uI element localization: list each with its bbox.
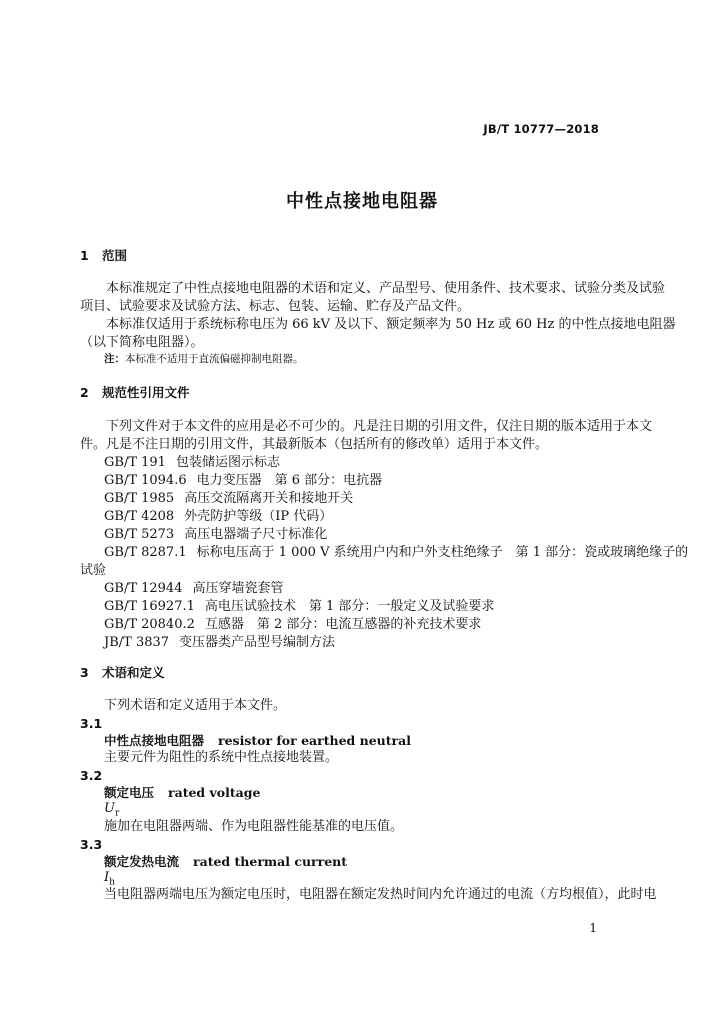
- term-name-en: resistor for earthed neutral: [218, 733, 411, 748]
- section-2-heading: [80, 384, 190, 402]
- reference-item: [104, 472, 382, 490]
- section-number: 1: [80, 248, 89, 263]
- term-name-en: rated voltage: [168, 785, 261, 800]
- reference-title: 高电压试验技术 第 1 部分：一般定义及试验要求: [204, 599, 495, 614]
- paragraph-line: 下列术语和定义适用于本文件。: [104, 698, 287, 713]
- reference-item: [104, 490, 353, 508]
- reference-code: GB/T 1094.6: [104, 473, 187, 488]
- section-note: [104, 352, 304, 367]
- reference-code: GB/T 12944: [104, 581, 183, 596]
- reference-item: [104, 580, 284, 598]
- reference-code: GB/T 1985: [104, 491, 175, 506]
- reference-title: 高压电器端子尺寸标准化: [184, 527, 328, 542]
- term-heading: [104, 732, 411, 750]
- note-text: 本标准不适用于直流偏磁抑制电阻器。: [125, 353, 304, 365]
- reference-title: 互感器 第 2 部分：电流互感器的补充技术要求: [204, 617, 482, 632]
- reference-title: 电力变压器 第 6 部分：电抗器: [196, 473, 383, 488]
- symbol-subscript: h: [109, 877, 115, 888]
- term-definition: 主要元件为阻性的系统中性点接地装置。: [104, 750, 339, 765]
- reference-code: JB/T 3837: [104, 635, 170, 650]
- reference-item: [104, 634, 335, 652]
- term-heading: [104, 784, 260, 802]
- term-number: 3.1: [80, 716, 103, 731]
- term-name-cn: 中性点接地电阻器: [104, 733, 205, 748]
- reference-title: 标称电压高于 1 000 V 系统用户内和户外支柱绝缘子 第 1 部分：瓷或玻璃绝缘子的: [196, 545, 689, 560]
- term-definition: 施加在电阻器两端、作为电阻器性能基准的电压值。: [104, 819, 404, 834]
- document-title: 中性点接地电阻器: [286, 191, 438, 212]
- section-3-heading: [80, 664, 165, 682]
- reference-code: GB/T 4208: [104, 509, 175, 524]
- reference-continuation: 试验: [80, 563, 107, 578]
- reference-item: [104, 544, 688, 562]
- standard-number: JB/T 10777—2018: [483, 122, 599, 136]
- reference-item: [104, 616, 481, 634]
- section-number: 3: [80, 665, 89, 680]
- paragraph-line: 下列文件对于本文件的应用是必不可少的。凡是注日期的引用文件，仅注日期的版本适用于本文: [106, 419, 653, 434]
- reference-item: [104, 508, 332, 526]
- term-heading: [104, 853, 347, 871]
- section-1-heading: [80, 247, 127, 265]
- page-number: 1: [589, 921, 597, 935]
- term-name-en: rated thermal current: [193, 854, 348, 869]
- reference-item: [104, 454, 280, 472]
- symbol-letter: I: [104, 870, 110, 885]
- reference-code: GB/T 20840.2: [104, 617, 195, 632]
- reference-title: 变压器类产品型号编制方法: [179, 635, 336, 650]
- reference-item: [104, 598, 494, 616]
- reference-code: GB/T 191: [104, 455, 166, 470]
- term-number: 3.3: [80, 837, 103, 852]
- reference-title: 高压穿墙瓷套管: [192, 581, 284, 596]
- term-name-cn: 额定发热电流: [104, 854, 180, 869]
- term-definition: 当电阻器两端电压为额定电压时，电阻器在额定发热时间内允许通过的电流（方均根值），此时电: [104, 887, 657, 902]
- note-label: 注：: [104, 353, 125, 365]
- reference-code: GB/T 16927.1: [104, 599, 195, 614]
- reference-title: 高压交流隔离开关和接地开关: [184, 491, 354, 506]
- section-number: 2: [80, 385, 89, 400]
- symbol-letter: U: [104, 801, 115, 816]
- reference-title: 外壳防护等级（IP 代码）: [184, 509, 333, 524]
- paragraph-line: 本标准仅适用于系统标称电压为 66 kV 及以下、额定频率为 50 Hz 或 60 Hz 的中性点接地电阻器: [106, 317, 676, 332]
- paragraph-line: 本标准规定了中性点接地电阻器的术语和定义、产品型号、使用条件、技术要求、试验分类及试验: [106, 281, 666, 296]
- section-title: 术语和定义: [102, 665, 165, 680]
- reference-code: GB/T 8287.1: [104, 545, 187, 560]
- section-title: 范围: [102, 248, 128, 263]
- term-number: 3.2: [80, 768, 103, 783]
- term-name-cn: 额定电压: [104, 785, 155, 800]
- paragraph-line: 件。凡是不注日期的引用文件，其最新版本（包括所有的修改单）适用于本文件。: [80, 437, 549, 452]
- reference-item: [104, 526, 327, 544]
- symbol-subscript: r: [114, 808, 120, 819]
- reference-code: GB/T 5273: [104, 527, 175, 542]
- paragraph-line: （以下简称电阻器）。: [80, 335, 204, 350]
- paragraph-line: 项目、试验要求及试验方法、标志、包装、运输、贮存及产品文件。: [80, 299, 471, 314]
- reference-title: 包装储运图示标志: [175, 455, 280, 470]
- section-title: 规范性引用文件: [102, 385, 190, 400]
